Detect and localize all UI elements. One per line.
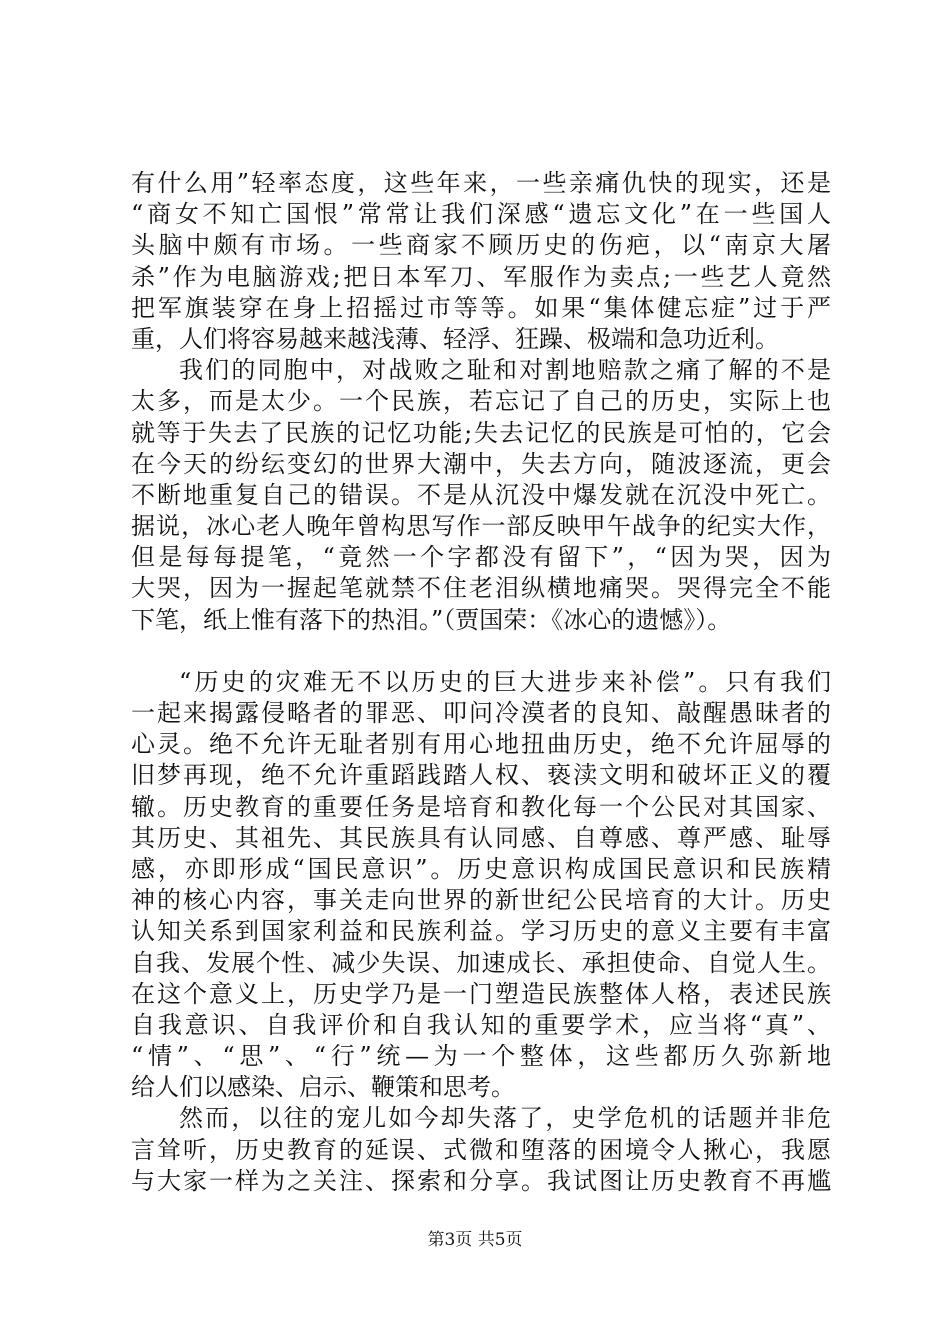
text-line: 但是每每提笔，“竟然一个字都没有留下”，“因为哭，因为 [131, 543, 831, 572]
text-line: 不断地重复自己的错误。不是从沉没中爆发就在沉没中死亡。 [131, 480, 831, 509]
text-line: “情”、“思”、“行”统—为一个整体，这些都历久弥新地 [131, 1042, 831, 1071]
text-line: 太多，而是太少。一个民族，若忘记了自己的历史，实际上也 [131, 387, 831, 416]
text-line: 神的核心内容，事关走向世界的新世纪公民培育的大计。历史 [131, 886, 831, 915]
text-line: 自我意识、自我评价和自我认知的重要学术，应当将“真”、 [131, 1010, 831, 1039]
text-line: 据说，冰心老人晚年曾构思写作一部反映甲午战争的纪实大作， [131, 512, 831, 541]
text-line: 其历史、其祖先、其民族具有认同感、自尊感、尊严感、耻辱 [131, 823, 831, 852]
text-line: 就等于失去了民族的记忆功能;失去记忆的民族是可怕的，它会 [131, 418, 831, 447]
text-line: 辙。历史教育的重要任务是培育和教化每一个公民对其国家、 [131, 792, 831, 821]
text-line: 杀”作为电脑游戏;把日本军刀、军服作为卖点;一些艺人竟然 [131, 262, 831, 291]
text-line: 自我、发展个性、减少失误、加速成长、承担使命、自觉人生。 [131, 948, 831, 977]
text-line: 感，亦即形成“国民意识”。历史意识构成国民意识和民族精 [131, 854, 831, 883]
text-line: 旧梦再现，绝不允许重蹈践踏人权、亵渎文明和破坏正义的覆 [131, 761, 831, 790]
text-line: “历史的灾难无不以历史的巨大进步来补偿”。只有我们 [179, 667, 831, 696]
text-line: 大哭，因为一握起笔就禁不住老泪纵横地痛哭。哭得完全不能 [131, 574, 831, 603]
text-line: 心灵。绝不允许无耻者别有用心地扭曲历史，绝不允许屈辱的 [131, 730, 831, 759]
text-line: 有什么用”轻率态度，这些年来，一些亲痛仇快的现实，还是 [131, 169, 831, 197]
paragraph [131, 168, 831, 355]
text-line: “商女不知亡国恨”常常让我们深感“遗忘文化”在一些国人 [131, 200, 831, 229]
paragraph [131, 355, 831, 636]
text-line: 把军旗装穿在身上招摇过市等等。如果“集体健忘症”过于严 [131, 293, 831, 322]
text-line: 下笔，纸上惟有落下的热泪。”（贾国荣：《冰心的遗憾》）。 [131, 605, 732, 634]
text-line: 我们的同胞中，对战败之耻和对割地赔款之痛了解的不是 [179, 356, 831, 385]
page-footer: 第3页 共5页 [427, 1230, 523, 1250]
body-text [131, 168, 831, 1197]
text-line: 给人们以感染、启示、鞭策和思考。 [131, 1073, 515, 1102]
text-line: 在今天的纷纭变幻的世界大潮中，失去方向，随波逐流，更会 [131, 449, 831, 478]
paragraph [131, 667, 831, 1104]
text-line: 一起来揭露侵略者的罪恶、叩问冷漠者的良知、敲醒愚昧者的 [131, 699, 831, 727]
text-line: 言耸听，历史教育的延误、式微和堕落的困境令人揪心，我愿 [131, 1135, 831, 1164]
paragraph-gap [131, 636, 831, 667]
text-line: 头脑中颇有市场。一些商家不顾历史的伤疤，以“南京大屠 [131, 231, 831, 260]
paragraph [131, 1103, 831, 1197]
text-line: 认知关系到国家利益和民族利益。学习历史的意义主要有丰富 [131, 917, 831, 946]
text-line: 在这个意义上，历史学乃是一门塑造民族整体人格，表述民族 [131, 979, 831, 1008]
text-line: 然而，以往的宠儿如今却失落了，史学危机的话题并非危 [179, 1104, 831, 1133]
text-line: 与大家一样为之关注、探索和分享。我试图让历史教育不再尴 [131, 1166, 831, 1195]
text-line: 重，人们将容易越来越浅薄、轻浮、狂躁、极端和急功近利。 [131, 324, 779, 353]
